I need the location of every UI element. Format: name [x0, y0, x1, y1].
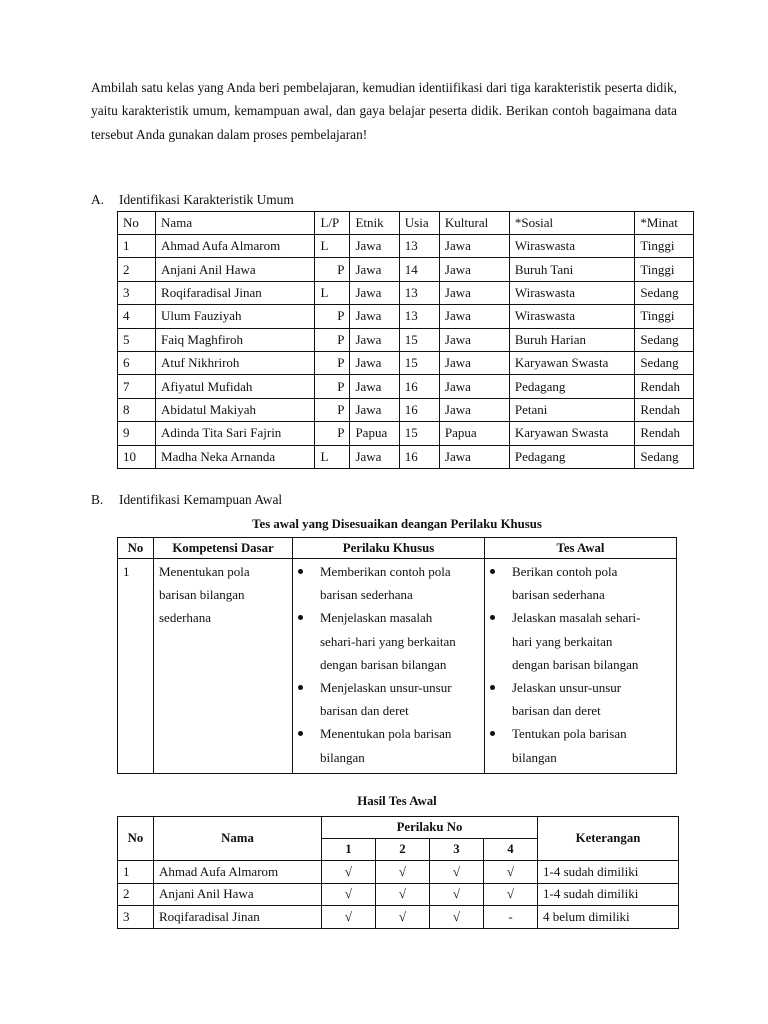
- col-header-tes-awal: Tes Awal: [485, 538, 677, 559]
- tes-item: [490, 560, 671, 606]
- col-header-perilaku-3: 3: [430, 839, 484, 861]
- bullet-icon: [490, 731, 495, 736]
- cell-perilaku-2: √: [376, 861, 430, 884]
- cell-etnik: Jawa: [350, 375, 399, 398]
- cell-keterangan: 1-4 sudah dimiliki: [538, 861, 679, 884]
- tes-item-line: Berikan contoh pola: [512, 564, 618, 579]
- col-header-perilaku-4: 4: [484, 839, 538, 861]
- col-header-perilaku-no: Perilaku No: [322, 817, 538, 839]
- cell-lp: P: [315, 375, 350, 398]
- cell-kompetensi-dasar: [154, 559, 293, 774]
- table-row: [118, 422, 694, 445]
- cell-no: 1: [118, 235, 156, 258]
- cell-lp: L: [315, 281, 350, 304]
- col-header-lp: L/P: [315, 212, 350, 235]
- table-row: [118, 559, 677, 774]
- cell-nama: Ahmad Aufa Almarom: [156, 235, 315, 258]
- cell-kultural: Jawa: [439, 398, 509, 421]
- cell-minat: Rendah: [635, 375, 694, 398]
- intro-paragraph: Ambilah satu kelas yang Anda beri pembelajaran, kemudian identiifikasi dari tiga karakteristik peserta didik, yaitu karakteristik umum, kemampuan awal, dan gaya belajar peserta didik. Berikan contoh bagaimana data tersebut Anda gunakan dalam proses pembelajaran!: [91, 80, 677, 142]
- table-row: [118, 398, 694, 421]
- perilaku-item-line: Menentukan pola barisan: [320, 726, 452, 742]
- cell-sosial: Pedagang: [509, 375, 634, 398]
- table-row: [118, 375, 694, 398]
- cell-sosial: Wiraswasta: [509, 235, 634, 258]
- cell-perilaku-3: √: [430, 883, 484, 906]
- cell-no: 6: [118, 351, 156, 374]
- cell-usia: 16: [399, 375, 439, 398]
- cell-minat: Sedang: [635, 445, 694, 468]
- table-row: [118, 305, 694, 328]
- tes-awal-table: [117, 537, 677, 774]
- kd-line: sederhana: [159, 610, 211, 626]
- tes-item-line: bilangan: [512, 749, 557, 765]
- col-header-perilaku-khusus: Perilaku Khusus: [293, 538, 485, 559]
- tes-item: [490, 676, 671, 722]
- cell-no: 10: [118, 445, 156, 468]
- tes-item-line: hari yang berkaitan: [512, 633, 613, 649]
- hasil-tes-caption: Hasil Tes Awal: [357, 794, 437, 808]
- cell-tes-awal: [485, 559, 677, 774]
- tes-item-line: barisan sederhana: [512, 587, 605, 603]
- cell-sosial: Pedagang: [509, 445, 634, 468]
- perilaku-item: [298, 722, 479, 768]
- cell-sosial: Buruh Tani: [509, 258, 634, 281]
- cell-nama: Roqifaradisal Jinan: [156, 281, 315, 304]
- cell-usia: 15: [399, 328, 439, 351]
- table-row: [118, 861, 679, 884]
- perilaku-item: [298, 560, 479, 606]
- cell-no: 2: [118, 883, 154, 906]
- cell-lp: P: [315, 422, 350, 445]
- cell-nama: Afiyatul Mufidah: [156, 375, 315, 398]
- cell-lp: L: [315, 445, 350, 468]
- col-header-kompetensi-dasar: Kompetensi Dasar: [154, 538, 293, 559]
- perilaku-item-line: Menjelaskan masalah: [320, 610, 433, 626]
- cell-usia: 14: [399, 258, 439, 281]
- bullet-icon: [490, 569, 495, 574]
- tes-awal-caption: Tes awal yang Disesuaikan deangan Perilaku Khusus: [252, 517, 542, 531]
- perilaku-item-line: barisan dan deret: [320, 703, 409, 719]
- cell-perilaku-khusus: [293, 559, 485, 774]
- cell-minat: Rendah: [635, 422, 694, 445]
- perilaku-item-line: Menjelaskan unsur-unsur: [320, 680, 452, 696]
- tes-item: [490, 606, 671, 676]
- perilaku-item: [298, 606, 479, 676]
- cell-usia: 13: [399, 281, 439, 304]
- col-header-usia: Usia: [399, 212, 439, 235]
- table-row: [118, 883, 679, 906]
- cell-sosial: Wiraswasta: [509, 281, 634, 304]
- cell-nama: Adinda Tita Sari Fajrin: [156, 422, 315, 445]
- cell-sosial: Wiraswasta: [509, 305, 634, 328]
- cell-etnik: Jawa: [350, 445, 399, 468]
- col-header-no: No: [118, 212, 156, 235]
- perilaku-item-line: dengan barisan bilangan: [320, 656, 447, 672]
- cell-no: 1: [118, 861, 154, 884]
- cell-kultural: Jawa: [439, 235, 509, 258]
- col-header-nama: Nama: [154, 817, 322, 861]
- cell-usia: 16: [399, 398, 439, 421]
- cell-minat: Rendah: [635, 398, 694, 421]
- cell-usia: 16: [399, 445, 439, 468]
- bullet-icon: [298, 615, 303, 620]
- section-b-heading: [91, 492, 282, 508]
- cell-etnik: Jawa: [350, 328, 399, 351]
- cell-usia: 13: [399, 235, 439, 258]
- table-row: [118, 328, 694, 351]
- cell-nama: Anjani Anil Hawa: [154, 883, 322, 906]
- cell-lp: L: [315, 235, 350, 258]
- cell-perilaku-4: -: [484, 906, 538, 929]
- cell-minat: Tinggi: [635, 235, 694, 258]
- cell-usia: 13: [399, 305, 439, 328]
- cell-nama: Abidatul Makiyah: [156, 398, 315, 421]
- cell-kultural: Jawa: [439, 351, 509, 374]
- perilaku-item-line: bilangan: [320, 749, 365, 765]
- section-a-title: Identifikasi Karakteristik Umum: [119, 192, 294, 207]
- perilaku-list: [298, 560, 479, 769]
- cell-perilaku-2: √: [376, 883, 430, 906]
- col-header-no: No: [118, 817, 154, 861]
- cell-perilaku-1: √: [322, 861, 376, 884]
- cell-minat: Sedang: [635, 281, 694, 304]
- cell-minat: Sedang: [635, 328, 694, 351]
- cell-sosial: Buruh Harian: [509, 328, 634, 351]
- cell-nama: Ahmad Aufa Almarom: [154, 861, 322, 884]
- col-header-perilaku-2: 2: [376, 839, 430, 861]
- cell-no: 9: [118, 422, 156, 445]
- cell-nama: Ulum Fauziyah: [156, 305, 315, 328]
- perilaku-item-line: sehari-hari yang berkaitan: [320, 633, 456, 649]
- section-b-letter: B.: [91, 492, 104, 507]
- cell-etnik: Jawa: [350, 235, 399, 258]
- cell-sosial: Petani: [509, 398, 634, 421]
- section-a-heading: [91, 192, 294, 208]
- bullet-icon: [490, 685, 495, 690]
- cell-kultural: Jawa: [439, 305, 509, 328]
- table-row: [118, 235, 694, 258]
- table-row: [118, 258, 694, 281]
- perilaku-item: [298, 676, 479, 722]
- cell-perilaku-4: √: [484, 861, 538, 884]
- cell-lp: P: [315, 328, 350, 351]
- cell-nama: Roqifaradisal Jinan: [154, 906, 322, 929]
- col-header-nama: Nama: [156, 212, 315, 235]
- col-header-no: No: [118, 538, 154, 559]
- cell-etnik: Jawa: [350, 398, 399, 421]
- tes-item-line: Jelaskan unsur-unsur: [512, 680, 622, 696]
- bullet-icon: [298, 569, 303, 574]
- cell-kultural: Jawa: [439, 445, 509, 468]
- cell-perilaku-3: √: [430, 906, 484, 929]
- cell-minat: Tinggi: [635, 258, 694, 281]
- tes-item-line: Jelaskan masalah sehari-: [512, 610, 641, 626]
- perilaku-item-line: barisan sederhana: [320, 587, 413, 603]
- cell-nama: Anjani Anil Hawa: [156, 258, 315, 281]
- perilaku-item-line: Memberikan contoh pola: [320, 564, 451, 579]
- table-row: [118, 281, 694, 304]
- cell-nama: Atuf Nikhriroh: [156, 351, 315, 374]
- cell-no: 3: [118, 281, 156, 304]
- cell-usia: 15: [399, 422, 439, 445]
- cell-etnik: Jawa: [350, 281, 399, 304]
- cell-no: 8: [118, 398, 156, 421]
- cell-etnik: Jawa: [350, 305, 399, 328]
- bullet-icon: [298, 731, 303, 736]
- cell-keterangan: 1-4 sudah dimiliki: [538, 883, 679, 906]
- cell-kultural: Jawa: [439, 281, 509, 304]
- cell-usia: 15: [399, 351, 439, 374]
- cell-kultural: Jawa: [439, 328, 509, 351]
- cell-etnik: Jawa: [350, 258, 399, 281]
- cell-no: 2: [118, 258, 156, 281]
- kd-line: Menentukan pola: [159, 564, 250, 579]
- col-header-keterangan: Keterangan: [538, 817, 679, 861]
- cell-lp: P: [315, 351, 350, 374]
- col-header-sosial: *Sosial: [509, 212, 634, 235]
- tes-item-line: barisan dan deret: [512, 703, 601, 719]
- cell-lp: P: [315, 258, 350, 281]
- cell-etnik: Jawa: [350, 351, 399, 374]
- cell-nama: Faiq Maghfiroh: [156, 328, 315, 351]
- cell-kultural: Jawa: [439, 375, 509, 398]
- cell-no: 5: [118, 328, 156, 351]
- cell-lp: P: [315, 398, 350, 421]
- bullet-icon: [298, 685, 303, 690]
- hasil-tes-table: [117, 816, 679, 929]
- table-row: [118, 351, 694, 374]
- section-a-letter: A.: [91, 192, 105, 207]
- kd-line: barisan bilangan: [159, 587, 245, 603]
- cell-kultural: Jawa: [439, 258, 509, 281]
- cell-minat: Sedang: [635, 351, 694, 374]
- table-header-row: [118, 817, 679, 839]
- cell-perilaku-1: √: [322, 883, 376, 906]
- cell-no: 4: [118, 305, 156, 328]
- cell-sosial: Karyawan Swasta: [509, 351, 634, 374]
- tes-item-line: dengan barisan bilangan: [512, 656, 639, 672]
- col-header-kultural: Kultural: [439, 212, 509, 235]
- col-header-perilaku-1: 1: [322, 839, 376, 861]
- cell-keterangan: 4 belum dimiliki: [538, 906, 679, 929]
- cell-etnik: Papua: [350, 422, 399, 445]
- bullet-icon: [490, 615, 495, 620]
- cell-no: 7: [118, 375, 156, 398]
- cell-perilaku-2: √: [376, 906, 430, 929]
- cell-sosial: Karyawan Swasta: [509, 422, 634, 445]
- cell-perilaku-1: √: [322, 906, 376, 929]
- cell-no: 1: [118, 559, 154, 774]
- table-header-row: [118, 212, 694, 235]
- table-row: [118, 445, 694, 468]
- tes-item: [490, 722, 671, 768]
- table-row: [118, 906, 679, 929]
- table-header-row: [118, 538, 677, 559]
- tes-item-line: Tentukan pola barisan: [512, 726, 627, 742]
- cell-nama: Madha Neka Arnanda: [156, 445, 315, 468]
- cell-perilaku-3: √: [430, 861, 484, 884]
- karakteristik-umum-body: [118, 235, 694, 469]
- hasil-tes-body: [118, 861, 679, 929]
- cell-kultural: Papua: [439, 422, 509, 445]
- karakteristik-umum-table: [117, 211, 694, 469]
- cell-lp: P: [315, 305, 350, 328]
- cell-minat: Tinggi: [635, 305, 694, 328]
- cell-perilaku-4: √: [484, 883, 538, 906]
- col-header-minat: *Minat: [635, 212, 694, 235]
- section-b-title: Identifikasi Kemampuan Awal: [119, 492, 283, 507]
- col-header-etnik: Etnik: [350, 212, 399, 235]
- tes-list: [490, 560, 671, 769]
- cell-no: 3: [118, 906, 154, 929]
